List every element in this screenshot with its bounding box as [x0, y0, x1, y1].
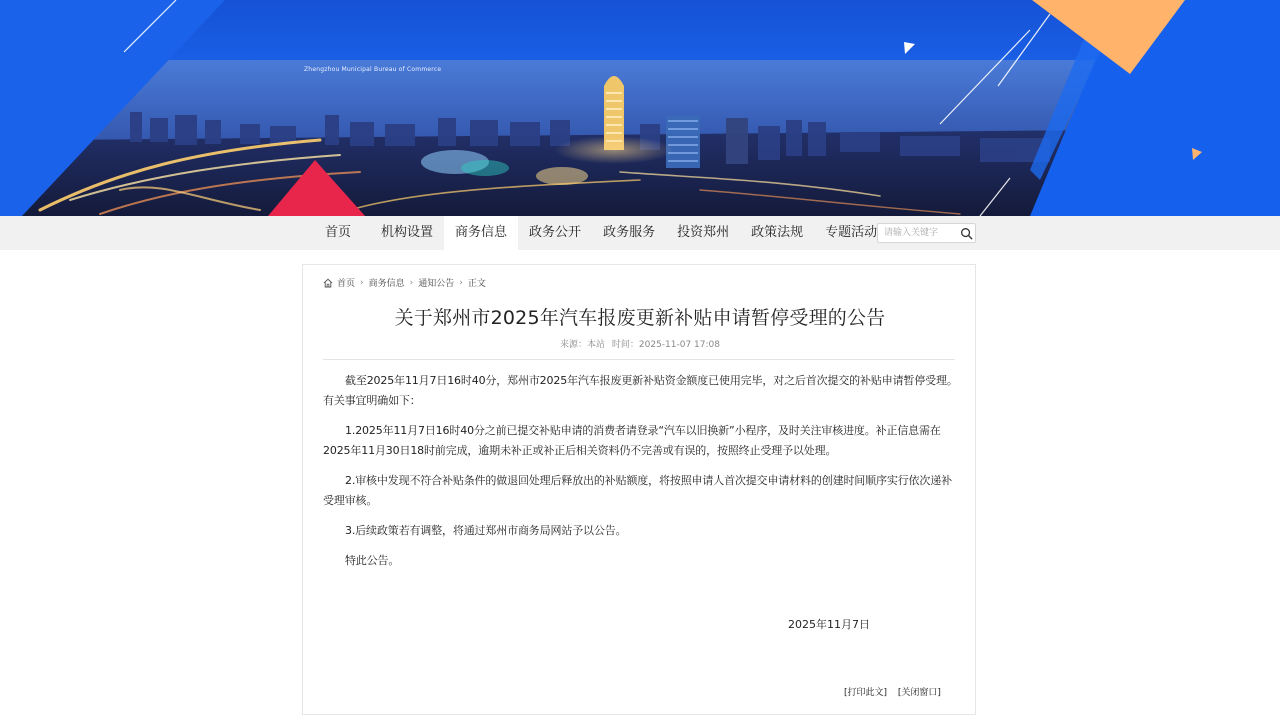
close-window-link[interactable]: [关闭窗口]	[897, 688, 941, 698]
search-box	[877, 223, 976, 243]
nav-items	[304, 216, 888, 250]
nav-special-events[interactable]: 专题活动	[825, 225, 878, 240]
search-input[interactable]	[884, 226, 954, 240]
home-icon	[323, 278, 333, 288]
breadcrumb-notices[interactable]: 通知公告	[418, 279, 455, 289]
article-date: 2025年11月7日	[788, 618, 870, 631]
nav-invest[interactable]: 投资郑州	[677, 225, 730, 240]
breadcrumb-home[interactable]: 首页	[337, 279, 356, 289]
nav-government-affairs[interactable]: 政务公开	[529, 225, 582, 240]
article-actions	[836, 685, 941, 698]
breadcrumb-business-info[interactable]: 商务信息	[368, 279, 405, 289]
paragraph-item-3: 3.后续政策若有调整，将通过郑州市商务局网站予以公告。	[345, 524, 627, 537]
paragraph-item-2: 2.审核中发现不符合补贴条件的做退回处理后释放出的补贴额度，将按照申请人首次提交申请材料的创建时间顺序实行依次递补受理审核。	[323, 474, 952, 507]
article-title: 关于郑州市2025年汽车报废更新补贴申请暂停受理的公告	[394, 307, 886, 329]
article-time: 时间：2025-11-07 17:08	[611, 340, 720, 350]
main-nav	[0, 216, 1280, 250]
print-link[interactable]: [打印此文]	[844, 688, 888, 698]
divider	[323, 359, 955, 360]
city-skyline-image	[0, 0, 1280, 216]
header-banner	[0, 0, 1280, 216]
search-icon[interactable]	[960, 227, 973, 240]
article-card	[302, 264, 976, 715]
article-meta	[303, 337, 977, 350]
nav-policies[interactable]: 政策法规	[751, 225, 804, 240]
nav-government-services[interactable]: 政务服务	[603, 225, 656, 240]
article-body	[323, 371, 959, 581]
breadcrumb-current: 正文	[467, 279, 486, 289]
paragraph-closing: 特此公告。	[345, 554, 400, 567]
chevron-right-icon: ›	[360, 277, 364, 288]
nav-business-info[interactable]: 商务信息	[444, 216, 518, 250]
nav-organization[interactable]: 机构设置	[381, 225, 434, 240]
chevron-right-icon: ›	[459, 277, 463, 288]
banner-subtitle: Zhengzhou Municipal Bureau of Commerce	[304, 66, 442, 73]
breadcrumb	[323, 276, 486, 289]
paragraph-intro: 截至2025年11月7日16时40分，郑州市2025年汽车报废更新补贴资金额度已使用完毕，对之后首次提交的补贴申请暂停受理。有关事宜明确如下：	[323, 374, 958, 407]
chevron-right-icon: ›	[409, 277, 414, 288]
nav-home[interactable]: 首页	[325, 225, 352, 240]
article-source: 来源：本站	[560, 340, 606, 350]
paragraph-item-1: 1.2025年11月7日16时40分之前已提交补贴申请的消费者请登录“汽车以旧换新”小程序，及时关注审核进度。补正信息需在2025年11月30日18时前完成，逾期未补正或补正后相关资料仍不完善或有误的，按照终止受理予以处理。	[323, 424, 941, 457]
